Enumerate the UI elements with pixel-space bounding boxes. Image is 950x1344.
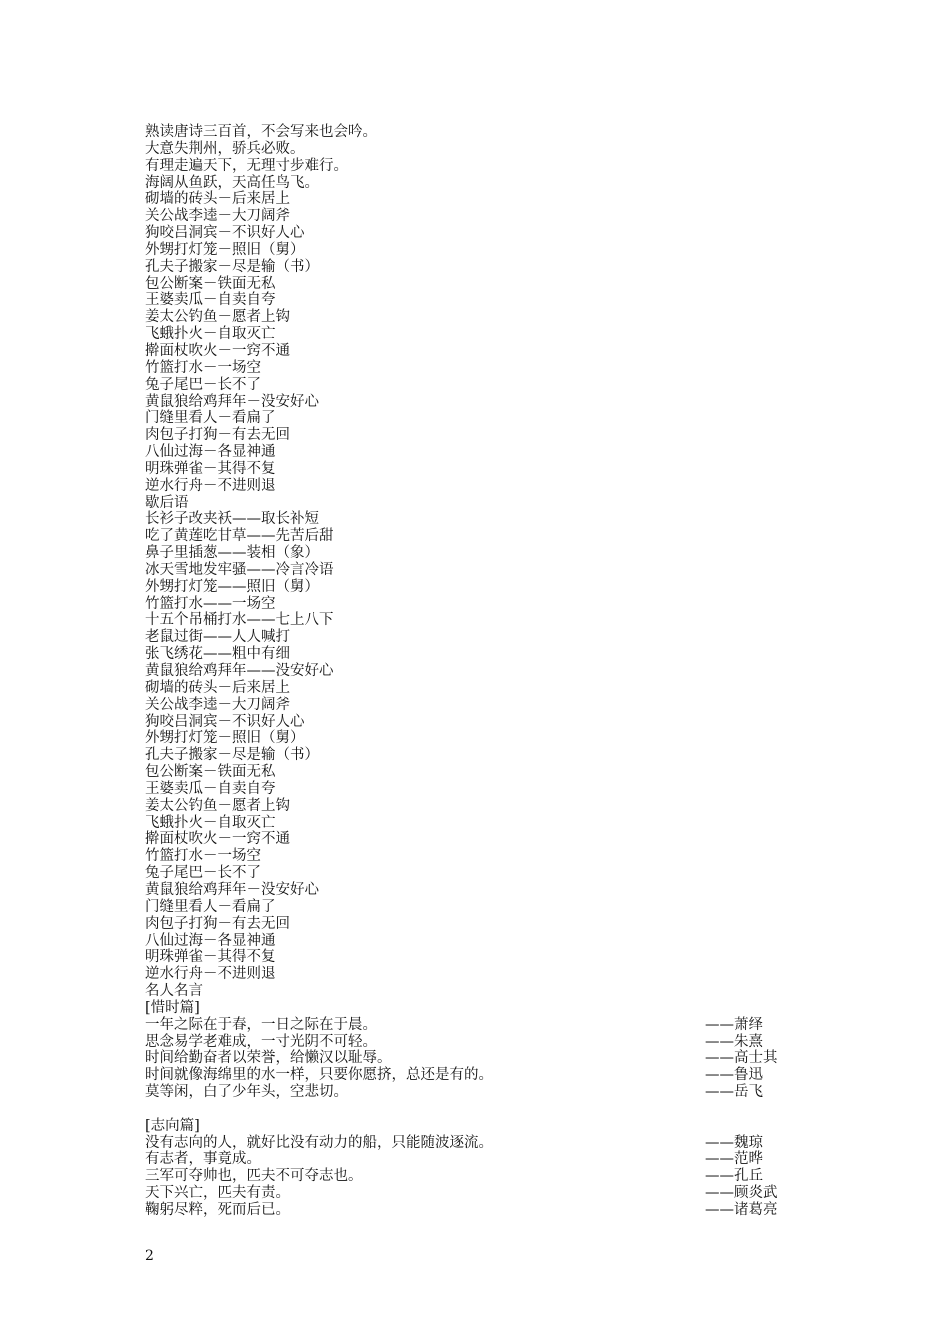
text-line: 狗咬吕洞宾－不识好人心 bbox=[145, 713, 305, 730]
text-line: 黄鼠狼给鸡拜年－没安好心 bbox=[145, 881, 319, 898]
quote-row bbox=[145, 1017, 805, 1034]
text-line: 八仙过海－各显神通 bbox=[145, 444, 276, 461]
text-line: 张飞绣花——粗中有细 bbox=[145, 646, 290, 663]
text-line: 明珠弹雀－其得不复 bbox=[145, 949, 276, 966]
zhixiang-section bbox=[145, 1118, 805, 1219]
quote-author: ——顾炎武 bbox=[705, 1185, 778, 1202]
text-line: 竹篮打水——一场空 bbox=[145, 595, 276, 612]
quote-text: 鞠躬尽粹，死而后已。 bbox=[145, 1202, 290, 1218]
page-number: 2 bbox=[145, 1248, 154, 1264]
quote-text: 时间给勤奋者以荣誉，给懒汉以耻辱。 bbox=[145, 1050, 392, 1067]
section-heading-xiehouyu: 歇后语 bbox=[145, 494, 189, 511]
text-line: 王婆卖瓜－自卖自夸 bbox=[145, 292, 276, 309]
xishi-heading: [惜时篇] bbox=[145, 999, 200, 1016]
quote-text: 没有志向的人，就好比没有动力的船，只能随波逐流。 bbox=[145, 1134, 493, 1151]
quote-row bbox=[145, 1050, 805, 1067]
text-line: 包公断案－铁面无私 bbox=[145, 275, 276, 292]
quote-text: 时间就像海绵里的水一样，只要你愿挤，总还是有的。 bbox=[145, 1067, 493, 1084]
xishi-section bbox=[145, 1000, 805, 1101]
text-line: 飞蛾扑火－自取灭亡 bbox=[145, 814, 276, 831]
quote-row bbox=[145, 1067, 805, 1084]
text-line: 八仙过海－各显神通 bbox=[145, 932, 276, 949]
section-heading-quotes: 名人名言 bbox=[145, 983, 203, 1000]
text-line: 黄鼠狼给鸡拜年——没安好心 bbox=[145, 663, 334, 679]
quote-row bbox=[145, 1202, 805, 1219]
text-line: 包公断案－铁面无私 bbox=[145, 764, 276, 781]
quote-text: 思念易学老难成，一寸光阴不可轻。 bbox=[145, 1033, 377, 1050]
quote-author: ——诸葛亮 bbox=[705, 1202, 778, 1218]
text-line: 肉包子打狗－有去无回 bbox=[145, 915, 290, 932]
quote-text: 莫等闲，白了少年头，空悲切。 bbox=[145, 1084, 348, 1101]
quote-text: 天下兴亡，匹夫有责。 bbox=[145, 1185, 290, 1202]
quote-author: ——范晔 bbox=[705, 1151, 763, 1168]
text-line: 兔子尾巴－长不了 bbox=[145, 865, 261, 882]
text-line: 门缝里看人－看扁了 bbox=[145, 898, 276, 915]
text-line: 孔夫子搬家－尽是输（书） bbox=[145, 747, 319, 764]
document-body bbox=[145, 124, 805, 1219]
quote-row bbox=[145, 1084, 805, 1101]
text-line: 姜太公钓鱼－愿者上钩 bbox=[145, 309, 290, 326]
text-line: 孔夫子搬家－尽是输（书） bbox=[145, 258, 319, 275]
quote-row bbox=[145, 1034, 805, 1051]
text-line: 飞蛾扑火－自取灭亡 bbox=[145, 326, 276, 343]
text-line: 兔子尾巴－长不了 bbox=[145, 376, 261, 393]
text-line: 外甥打灯笼——照旧（舅） bbox=[145, 578, 319, 595]
quote-author: ——萧绎 bbox=[705, 1016, 763, 1033]
text-line: 擀面杖吹火－一窍不通 bbox=[145, 831, 290, 848]
text-line: 十五个吊桶打水——七上八下 bbox=[145, 612, 334, 629]
proverb-list bbox=[145, 124, 805, 1000]
text-line: 有理走遍天下，无理寸步难行。 bbox=[145, 157, 348, 174]
blank-line bbox=[145, 1101, 805, 1118]
text-line: 吃了黄莲吃甘草——先苦后甜 bbox=[145, 528, 334, 545]
text-line: 竹篮打水－一场空 bbox=[145, 848, 261, 865]
quote-author: ——孔丘 bbox=[705, 1168, 763, 1185]
zhixiang-heading: [志向篇] bbox=[145, 1117, 200, 1134]
text-line: 黄鼠狼给鸡拜年－没安好心 bbox=[145, 393, 319, 410]
quote-author: ——魏琼 bbox=[705, 1134, 763, 1151]
text-line: 姜太公钓鱼－愿者上钩 bbox=[145, 797, 290, 814]
text-line: 外甥打灯笼－照旧（舅） bbox=[145, 730, 305, 747]
text-line: 关公战李逵－大刀阔斧 bbox=[145, 696, 290, 713]
quote-row bbox=[145, 1151, 805, 1168]
text-line: 鼻子里插葱——装相（象） bbox=[145, 545, 319, 562]
text-line: 王婆卖瓜－自卖自夸 bbox=[145, 780, 276, 797]
text-line: 老鼠过街——人人喊打 bbox=[145, 629, 290, 646]
quote-text: 三军可夺帅也，匹夫不可夺志也。 bbox=[145, 1168, 363, 1185]
quote-author: ——高士其 bbox=[705, 1050, 778, 1067]
text-line: 熟读唐诗三百首，不会写来也会吟。 bbox=[145, 124, 377, 140]
quote-row bbox=[145, 1185, 805, 1202]
text-line: 竹篮打水－一场空 bbox=[145, 359, 261, 376]
text-line: 外甥打灯笼－照旧（舅） bbox=[145, 241, 305, 258]
text-line: 冰天雪地发牢骚——冷言冷语 bbox=[145, 561, 334, 578]
quote-text: 有志者，事竟成。 bbox=[145, 1151, 261, 1168]
text-line: 大意失荆州，骄兵必败。 bbox=[145, 140, 305, 157]
text-line: 明珠弹雀－其得不复 bbox=[145, 460, 276, 477]
text-line: 砌墙的砖头－后来居上 bbox=[145, 679, 290, 696]
text-line: 逆水行舟－不进则退 bbox=[145, 477, 276, 494]
text-line: 擀面杖吹火－一窍不通 bbox=[145, 342, 290, 359]
quote-author: ——鲁迅 bbox=[705, 1067, 763, 1084]
quote-text: 一年之际在于春，一日之际在于晨。 bbox=[145, 1016, 377, 1033]
text-line: 狗咬吕洞宾－不识好人心 bbox=[145, 225, 305, 242]
quote-author: ——岳飞 bbox=[705, 1084, 763, 1101]
quote-author: ——朱熹 bbox=[705, 1033, 763, 1050]
text-line: 长衫子改夹袄——取长补短 bbox=[145, 511, 319, 528]
text-line: 肉包子打狗－有去无回 bbox=[145, 427, 290, 444]
quote-row bbox=[145, 1168, 805, 1185]
text-line: 砌墙的砖头－后来居上 bbox=[145, 191, 290, 208]
text-line: 逆水行舟－不进则退 bbox=[145, 966, 276, 983]
quote-row bbox=[145, 1135, 805, 1152]
text-line: 门缝里看人－看扁了 bbox=[145, 410, 276, 427]
text-line: 关公战李逵－大刀阔斧 bbox=[145, 208, 290, 225]
text-line: 海阔从鱼跃，天高任鸟飞。 bbox=[145, 174, 319, 191]
